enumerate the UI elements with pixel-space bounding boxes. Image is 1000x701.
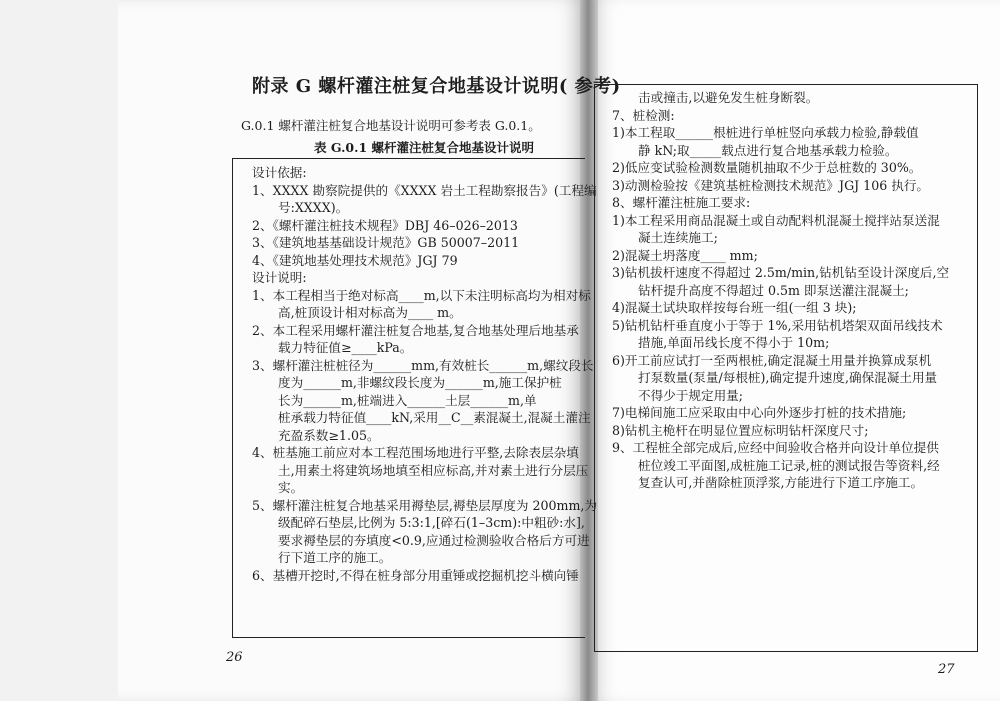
text-line: 5)钻机钻杆垂直度小于等于 1%,采用钻机塔架双面吊线技术 [612, 317, 943, 333]
text-line: 2、本工程采用螺杆灌注桩复合地基,复合地基处理后地基承 [252, 322, 579, 338]
text-line: 9、工程桩全部完成后,应经中间验收合格并向设计单位提供 [612, 440, 939, 455]
text-line: 4)混凝土试块取样按每台班一组(一组 3 块); [612, 300, 857, 315]
text-line: 设计说明: [252, 270, 307, 285]
text-line: 桩承载力特征值____kN,采用__C__素混凝土,混凝土灌注 [278, 410, 591, 425]
text-line: 2)低应变试验检测数量随机抽取不少于总桩数的 30%。 [612, 160, 922, 175]
text-line: 长为______m,桩端进入______土层______m,单 [278, 392, 537, 408]
text-line: 1、XXXX 勘察院提供的《XXXX 岩土工程勘察报告》(工程编 [252, 182, 597, 198]
text-line: 措施,单面吊线长度不得小于 10m; [638, 335, 830, 350]
text-line: 复查认可,并凿除桩顶浮浆,方能进行下道工序施工。 [638, 475, 924, 490]
text-line: 8)钻机主桅杆在明显位置应标明钻杆深度尺寸; [612, 422, 869, 438]
text-line: 桩位竣工平面图,成桩施工记录,桩的测试报告等资料,经 [638, 457, 940, 473]
text-line: 5、螺杆灌注桩复合地基采用褥垫层,褥垫层厚度为 200mm,为 [252, 497, 598, 513]
text-line: 设计依据: [252, 165, 307, 180]
text-line: 土,用素土将建筑场地填至相应标高,并对素土进行分层压 [278, 462, 589, 478]
left-table-text [252, 164, 597, 584]
text-line: 不得少于规定用量; [638, 387, 743, 403]
page-number-left: 26 [226, 650, 243, 665]
text-line: 静 kN;取_____载点进行复合地基承载力检验。 [638, 142, 898, 158]
text-line: 7)电梯间施工应采取由中心向外逐步打桩的技术措施; [612, 405, 907, 420]
text-line: 1)本工程采用商品混凝土或自动配料机混凝土搅拌站泵送混 [612, 212, 940, 228]
text-line: 8、螺杆灌注桩施工要求: [612, 195, 751, 210]
text-line: 级配碎石垫层,比例为 5:3:1,[碎石(1–3cm):中粗砂:水], [278, 515, 585, 530]
text-line: 3、《建筑地基基础设计规范》GB 50007–2011 [252, 235, 520, 250]
text-line: 充盈系数≥1.05。 [278, 427, 380, 443]
text-line: 高,桩顶设计相对标高为____ m。 [278, 305, 462, 320]
text-line: 要求褥垫层的夯填度<0.9,应通过检测验收合格后方可进 [278, 532, 590, 548]
text-line: 实。 [278, 480, 304, 495]
text-line: 2、《螺杆灌注桩技术规程》DBJ 46–026–2013 [252, 217, 518, 233]
table-caption: 表 G.0.1 螺杆灌注桩复合地基设计说明 [314, 140, 535, 155]
text-line: 载力特征值≥____kPa。 [278, 340, 413, 355]
text-line: 钻杆提升高度不得超过 0.5m 即泵送灌注混凝土; [638, 282, 909, 298]
text-line: 1)本工程取______根桩进行单桩竖向承载力检验,静载值 [612, 125, 919, 140]
page-number-right: 27 [938, 662, 955, 677]
text-line: 3)动测检验按《建筑基桩检测技术规范》JGJ 106 执行。 [612, 177, 930, 193]
text-line: 打泵数量(泵量/每根桩),确定提升速度,确保混凝土用量 [638, 370, 938, 385]
text-line: 度为______m,非螺纹段长度为______m,施工保护桩 [278, 375, 562, 390]
text-line: 凝土连续施工; [638, 230, 718, 245]
text-line: 7、桩检测: [612, 107, 675, 123]
text-line: 1、本工程相当于绝对标高____m,以下未注明标高均为相对标 [252, 287, 591, 303]
text-line: 号:XXXX)。 [278, 200, 349, 215]
appendix-title: 附录 G 螺杆灌注桩复合地基设计说明( 参考) [252, 76, 621, 97]
text-line: 3)钻机拔杆速度不得超过 2.5m/min,钻机钻至设计深度后,空 [612, 265, 950, 280]
text-line: 6)开工前应试打一至两根桩,确定混凝土用量并换算成泵机 [612, 352, 932, 368]
text-line: 3、螺杆灌注桩桩径为______mm,有效桩长______m,螺纹段长 [252, 357, 594, 373]
intro-paragraph: G.0.1 螺杆灌注桩复合地基设计说明可参考表 G.0.1。 [241, 118, 541, 133]
text-line: 4、桩基施工前应对本工程范围场地进行平整,去除表层杂填 [252, 445, 579, 460]
text-line: 行下道工序的施工。 [278, 550, 392, 565]
text-line: 2)混凝土坍落度____ mm; [612, 247, 758, 263]
text-line: 击或撞击,以避免发生桩身断裂。 [638, 90, 819, 105]
text-line: 4、《建筑地基处理技术规范》JGJ 79 [252, 252, 458, 268]
text-line: 6、基槽开挖时,不得在桩身部分用重锤或挖掘机挖斗横向锤 [252, 567, 579, 583]
right-table-text [612, 89, 949, 492]
